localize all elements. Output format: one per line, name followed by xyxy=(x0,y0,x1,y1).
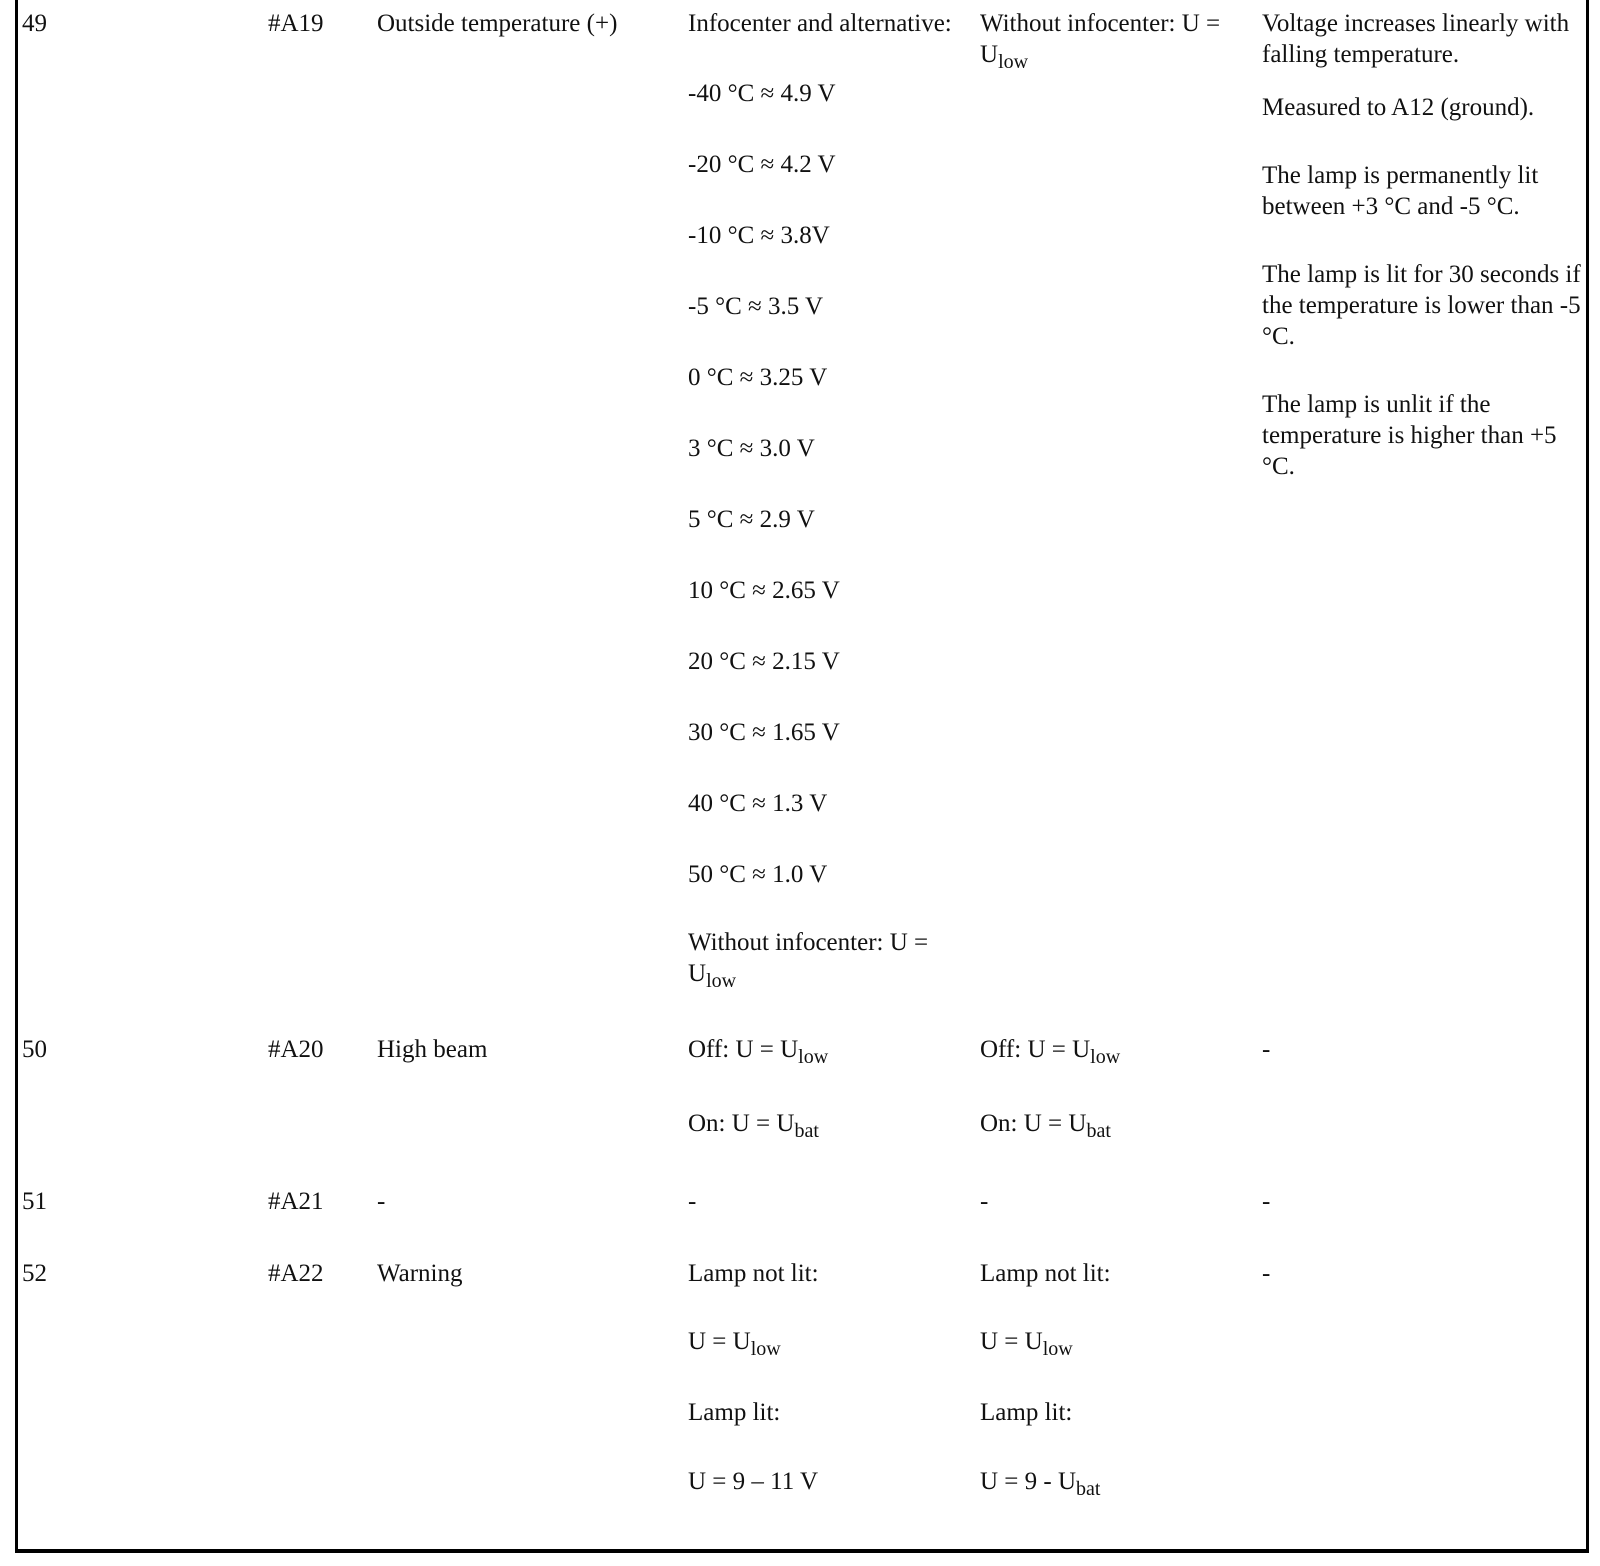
temperature-voltage-line: 30 °C ≈ 1.65 V xyxy=(688,719,840,746)
lamp-lit-label: Lamp lit: xyxy=(980,1399,1073,1426)
temperature-voltage-line: 5 °C ≈ 2.9 V xyxy=(688,506,815,533)
temperature-voltage-line: 3 °C ≈ 3.0 V xyxy=(688,435,815,462)
voltage-without-infocenter-cell xyxy=(980,8,1260,73)
lamp-not-lit-voltage: $U = U_{low}$ xyxy=(688,1328,781,1360)
without-infocenter-text: Without infocenter: U = xyxy=(980,10,1221,37)
temperature-voltage-line: -5 °C ≈ 3.5 V xyxy=(688,293,824,320)
row-number: 50 xyxy=(22,1036,47,1063)
temperature-voltage-line: -20 °C ≈ 4.2 V xyxy=(688,151,836,178)
temperature-voltage-line: 0 °C ≈ 3.25 V xyxy=(688,364,828,391)
signal-name: - xyxy=(377,1188,386,1215)
remarks-cell: - xyxy=(1262,1036,1271,1063)
signal-name: Outside temperature (+) xyxy=(377,10,618,37)
temperature-voltage-line: 10 °C ≈ 2.65 V xyxy=(688,577,840,604)
remark-paragraph: The lamp is lit for 30 seconds if the temperature is lower than -5 °C. xyxy=(1262,261,1581,350)
lamp-not-lit-label: Lamp not lit: xyxy=(980,1260,1111,1287)
row-number: 49 xyxy=(22,10,47,37)
remark-paragraph: The lamp is unlit if the temperature is higher than +5 °C. xyxy=(1262,391,1557,480)
remark-paragraph: The lamp is permanently lit between +3 °C and -5 °C. xyxy=(1262,162,1539,220)
lamp-not-lit-label: Lamp not lit: xyxy=(688,1260,819,1287)
without-infocenter-note xyxy=(688,927,978,992)
pin-code: #A21 xyxy=(268,1188,324,1215)
row-number: 52 xyxy=(22,1260,47,1287)
pin-code: #A22 xyxy=(268,1260,324,1287)
lamp-lit-voltage: U = 9 – 11 V xyxy=(688,1468,819,1495)
high-beam-on-voltage: On: $U = U_{bat}$ xyxy=(980,1110,1111,1142)
without-infocenter-text: Without infocenter: U = xyxy=(688,929,929,956)
temperature-voltage-line: 40 °C ≈ 1.3 V xyxy=(688,790,828,817)
voltage-infocenter-cell: - xyxy=(688,1188,697,1215)
signal-name: High beam xyxy=(377,1036,488,1063)
lamp-lit-label: Lamp lit: xyxy=(688,1399,781,1426)
high-beam-off-voltage: Off: $U = U_{low}$ xyxy=(688,1036,829,1068)
voltage-heading: Infocenter and alternative: xyxy=(688,10,952,37)
voltage-infocenter-cell xyxy=(688,8,978,39)
temperature-voltage-line: 20 °C ≈ 2.15 V xyxy=(688,648,840,675)
high-beam-off-voltage: Off: $U = U_{low}$ xyxy=(980,1036,1121,1068)
remark-paragraph: Voltage increases linearly with falling temperature. xyxy=(1262,10,1570,68)
voltage-without-infocenter-cell: - xyxy=(980,1188,989,1215)
pin-code: #A20 xyxy=(268,1036,324,1063)
remarks-cell: - xyxy=(1262,1188,1271,1215)
high-beam-on-voltage: On: $U = U_{bat}$ xyxy=(688,1110,819,1142)
pin-code: #A19 xyxy=(268,10,324,37)
temperature-voltage-line: 50 °C ≈ 1.0 V xyxy=(688,861,828,888)
lamp-not-lit-voltage: $U = U_{low}$ xyxy=(980,1328,1073,1360)
temperature-voltage-line: -10 °C ≈ 3.8V xyxy=(688,222,830,249)
temperature-voltage-line: -40 °C ≈ 4.9 V xyxy=(688,80,836,107)
signal-name: Warning xyxy=(377,1260,463,1287)
row-number: 51 xyxy=(22,1188,47,1215)
remark-paragraph: Measured to A12 (ground). xyxy=(1262,94,1535,121)
remarks-cell xyxy=(1262,8,1587,482)
lamp-lit-voltage: $U = 9 - U_{bat}$ xyxy=(980,1468,1101,1500)
without-infocenter-value: $U_{low}$ xyxy=(980,41,1029,73)
without-infocenter-value: $U_{low}$ xyxy=(688,960,737,992)
remarks-cell: - xyxy=(1262,1260,1271,1287)
